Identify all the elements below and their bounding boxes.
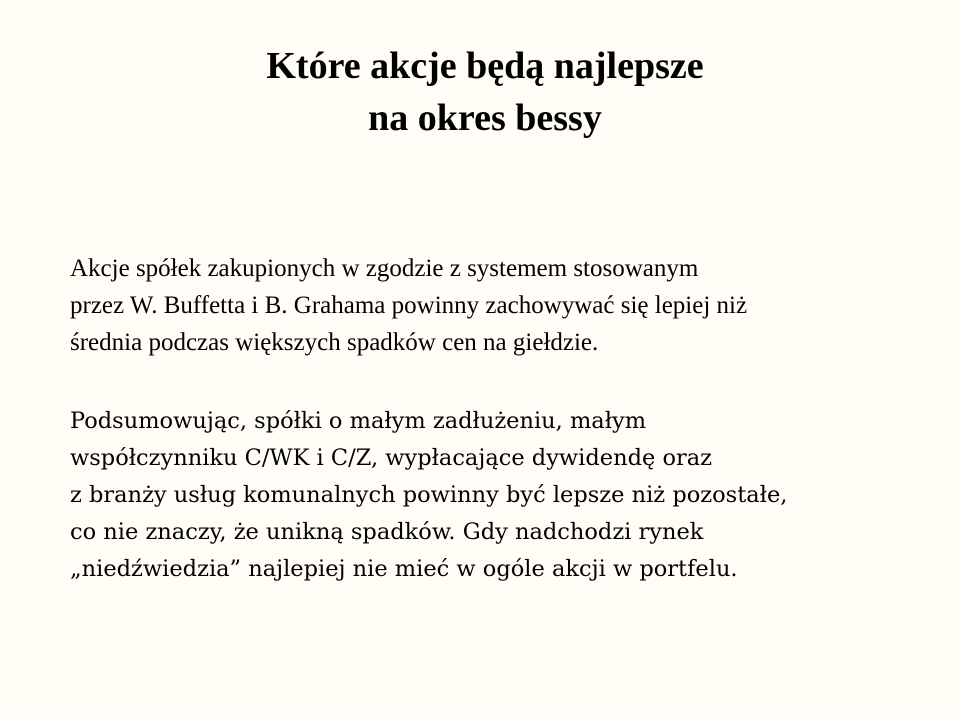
title-line: na okres bessy	[368, 97, 602, 139]
text-line: „niedźwiedzia” najlepiej nie mieć w ogóle akcji w portfelu.	[70, 556, 738, 582]
paragraph-buffett-graham	[70, 250, 950, 361]
paragraph-summary	[70, 403, 950, 588]
text-line: przez W. Buffetta i B. Grahama powinny zachowywać się lepiej niż	[70, 292, 748, 319]
title-line: Które akcje będą najlepsze	[266, 45, 704, 87]
slide-title	[0, 40, 960, 144]
text-line: Podsumowując, spółki o małym zadłużeniu, małym	[70, 408, 647, 434]
text-line: średnia podczas większych spadków cen na giełdzie.	[70, 329, 599, 356]
text-line: współczynniku C/WK i C/Z, wypłacające dywidendę oraz	[70, 445, 713, 471]
text-line: Akcje spółek zakupionych w zgodzie z systemem stosowanym	[70, 255, 699, 282]
text-line: co nie znaczy, że unikną spadków. Gdy nadchodzi rynek	[70, 519, 704, 545]
text-line: z branży usług komunalnych powinny być lepsze niż pozostałe,	[70, 482, 788, 508]
